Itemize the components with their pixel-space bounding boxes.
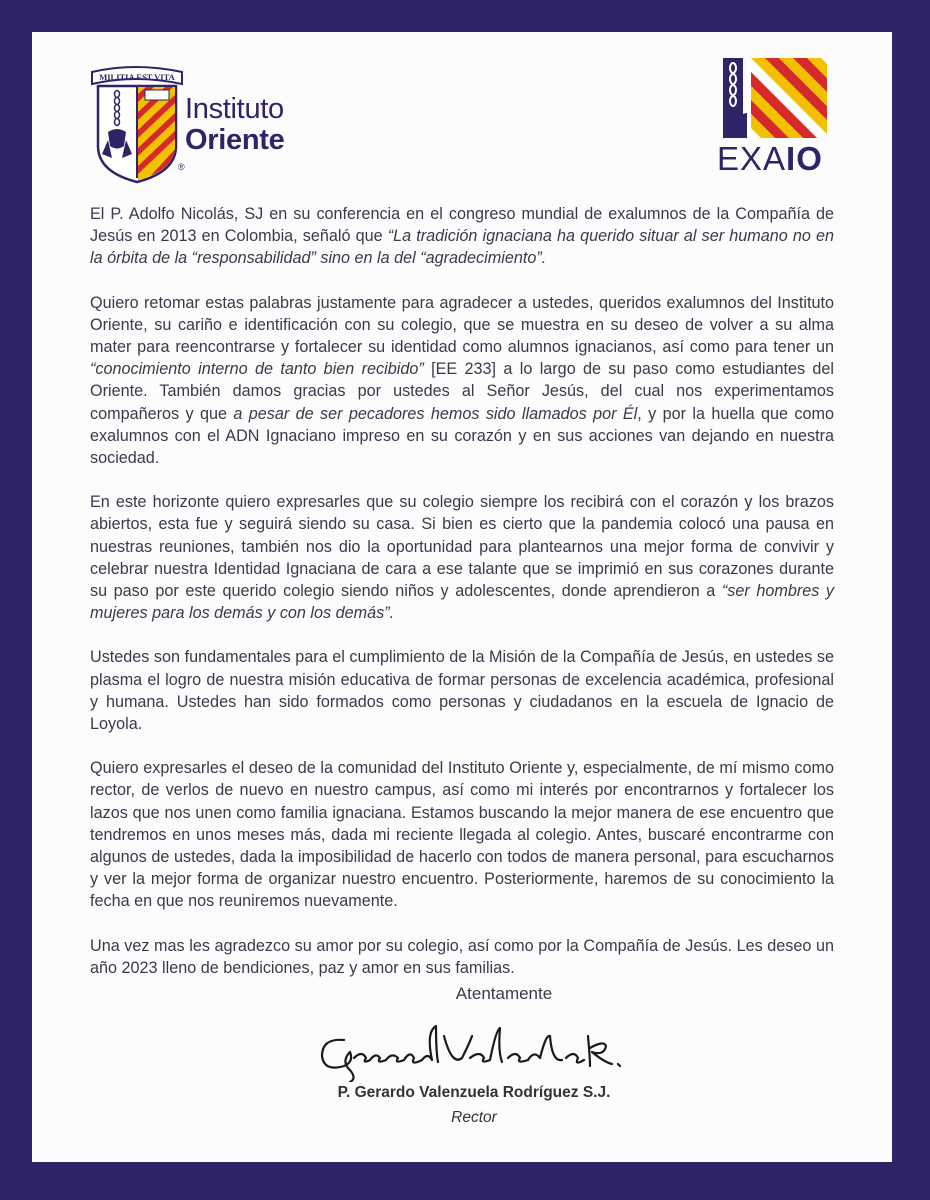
signature-icon xyxy=(314,1022,634,1082)
institution-name xyxy=(185,94,284,156)
p2-quote-2: a pesar de ser pecadores hemos sido llamados por Él xyxy=(233,404,638,423)
paragraph-4: Ustedes son fundamentales para el cumplimiento de la Misión de la Compañía de Jesús, en ustedes se plasma el logro de nuestra misión educativa de formar personas de excelencia académica, profesional y humana. Ustedes han sido formados como personas y ciudadanos en la escuela de Ignacio de Loyola. xyxy=(90,648,834,734)
exaio-logo xyxy=(717,54,832,179)
motto-text: MILITIA EST VITA xyxy=(99,72,175,82)
signer-role: Rector xyxy=(451,1109,497,1126)
registered-mark: ® xyxy=(178,162,185,172)
exaio-wordmark-part2: IO xyxy=(786,140,823,177)
paragraph-3 xyxy=(90,491,834,624)
crest-icon xyxy=(90,54,190,184)
letter-body xyxy=(90,203,834,1001)
p3-quote: “ser hombres y mujeres para los demás y con los demás”. xyxy=(90,582,834,623)
paragraph-1 xyxy=(90,203,834,270)
p1-text: El P. Adolfo Nicolás, SJ en su conferencia en el congreso mundial de exalumnos de la Compañía de Jesús en 2013 en Colombia, señaló que xyxy=(90,205,834,246)
instituto-oriente-logo xyxy=(90,54,330,184)
letter-page xyxy=(32,32,892,1162)
exaio-wordmark xyxy=(717,140,832,178)
p2-text-2: [EE 233] a lo largo de su paso como estudiantes del Oriente. También damos gracias por ustedes al Señor Jesús, del cual nos experimentamos compañeros y que xyxy=(90,360,834,423)
salutation: Atentamente xyxy=(455,984,553,1003)
p3-text: En este horizonte quiero expresarles que su colegio siempre los recibirá con el corazón y los brazos abiertos, esta fue y seguirá siendo su casa. Si bien es cierto que la pandemia colocó una pausa en nuestras reuniones, también nos dio la oportunidad para plantearnos una mejor forma de convivir y celebrar nuestra Identidad Ignaciana de cara a ese talante que se imprimió en sus corazones durante su paso por este querido colegio siendo niños y adolescentes, donde aprendieron a xyxy=(90,493,834,601)
signer-name: P. Gerardo Valenzuela Rodríguez S.J. xyxy=(337,1084,611,1101)
p2-text: Quiero retomar estas palabras justamente para agradecer a ustedes, queridos exalumnos del Instituto Oriente, su cariño e identificación con su colegio, que se muestra en su deseo de volver a su alma mater para reencontrarse y fortalecer su identidad como alumnos ignacianos, así como para tener un xyxy=(90,293,834,357)
p2-text-3: , y por la huella que como exalumnos con el ADN Ignaciano impreso en su corazón y en sus acciones van dejando en nuestra sociedad. xyxy=(90,404,834,468)
exaio-emblem-icon xyxy=(717,54,832,142)
p1-quote: “La tradición ignaciana ha querido situar al ser humano no en la órbita de la “responsabilidad” sino en la del “agradecimiento”. xyxy=(90,227,834,268)
paragraph-5: Quiero expresarles el deseo de la comunidad del Instituto Oriente y, especialmente, de mí mismo como rector, de verlos de nuevo en nuestro campus, así como mi interés por encontrarnos y fortalecer los lazos que nos unen como familia ignaciana. Estamos buscando la mejor manera de ese encuentro que tendremos en unos meses más, dada mi reciente llegada al colegio. Antes, buscaré encontrarme con algunos de ustedes, dada la imposibilidad de hacerlo con todos de manera personal, para escucharnos y ver la mejor forma de organizar nuestro encuentro. Posteriormente, haremos de su conocimiento la fecha en que nos reuniremos nuevamente. xyxy=(90,759,834,911)
p2-quote: “conocimiento interno de tanto bien recibido” xyxy=(90,360,424,379)
paragraph-6: Una vez mas les agradezco su amor por su colegio, así como por la Compañía de Jesús. Les deseo un año 2023 lleno de bendiciones, paz y amor en sus familias. xyxy=(90,936,834,977)
institution-name-line1: Instituto xyxy=(185,93,284,125)
paragraph-2 xyxy=(90,292,834,470)
exaio-wordmark-part1: EXA xyxy=(717,140,787,177)
institution-name-line2: Oriente xyxy=(185,124,285,156)
